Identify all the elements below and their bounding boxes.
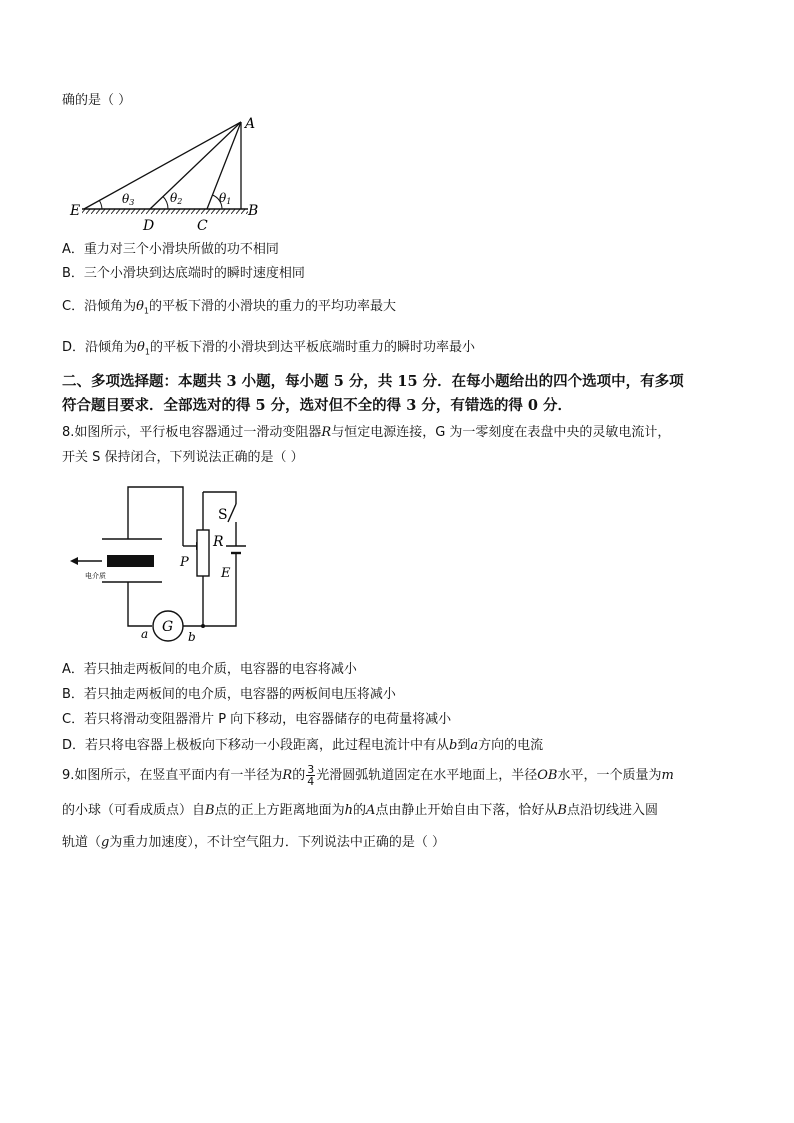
- wire-top-right: [203, 492, 236, 504]
- label-A: A: [245, 116, 256, 132]
- dielectric-label: 电介质: [85, 572, 106, 580]
- q7-option-d-sub: 1: [144, 347, 150, 357]
- q9-l3-pre: 轨道（: [62, 835, 102, 850]
- q9-l2-pre: 的小球（可看成质点）自: [62, 803, 206, 818]
- angle-arc-3: [99, 200, 102, 209]
- q7-option-a: A．重力对三个小滑块所做的功不相同: [62, 242, 279, 257]
- q8-option-d-b: b: [449, 738, 458, 753]
- q9-fraction: [306, 764, 315, 787]
- q8-stem-line2: 开关 S 保持闭合，下列说法正确的是（ ）: [62, 450, 304, 465]
- q9-l1-m: m: [661, 768, 674, 783]
- q8-option-b: B．若只抽走两板间的电介质，电容器的两板间电压将减小: [62, 687, 396, 702]
- q9-l2-B2: B: [557, 803, 567, 818]
- q9-line1: [62, 764, 674, 788]
- q7-stem-tail: 确的是（ ）: [62, 93, 132, 108]
- q9-l2-mid: 点的正上方距离地面为: [214, 803, 345, 818]
- q8-option-d-post: 方向的电流: [478, 738, 544, 753]
- switch-S: [228, 504, 236, 522]
- q8-option-c: C．若只将滑动变阻器滑片 P 向下移动，电容器储存的电荷量将减小: [62, 712, 452, 727]
- rheostat-label: R: [213, 534, 224, 550]
- q9-l2-of: 的: [352, 803, 366, 818]
- q9-l1-mid: 光滑圆弧轨道固定在水平地面上，半径: [316, 768, 538, 783]
- node-b-label: b: [188, 630, 196, 644]
- q9-line3: [62, 834, 445, 852]
- q8-stem-line1: [62, 424, 670, 442]
- angle-theta-2: θ2: [170, 191, 183, 206]
- q7-option-c-theta: θ: [136, 299, 144, 314]
- q8-stem-post: 与恒定电源连接，G 为一零刻度在表盘中央的灵敏电流计，: [331, 425, 671, 440]
- q9-frac-den: 4: [307, 775, 315, 788]
- q8-option-d-mid: 到: [457, 738, 471, 753]
- label-E: E: [70, 203, 81, 219]
- q9-l1-mid2: 水平，一个质量为: [557, 768, 662, 783]
- q8-option-d: [62, 737, 543, 755]
- q7-option-d-post: 的平板下滑的小滑块到达平板底端时重力的瞬时功率最小: [149, 340, 475, 355]
- dielectric-pull-arrow: [70, 557, 78, 565]
- q7-option-b: B．三个小滑块到达底端时的瞬时速度相同: [62, 266, 305, 281]
- angle-theta-3: θ3: [122, 192, 135, 207]
- angle-theta-1: θ1: [219, 191, 232, 206]
- q9-l3-post: 为重力加速度），不计空气阻力．下列说法中正确的是（ ）: [109, 835, 445, 850]
- battery-E-label: E: [221, 566, 231, 581]
- slider-P-label: P: [180, 555, 189, 570]
- q9-line2: [62, 802, 658, 820]
- q9-l1-of: 的: [292, 768, 306, 783]
- q9-l2-A: A: [365, 803, 376, 818]
- node-a-label: a: [141, 627, 149, 641]
- q7-option-c: [62, 298, 396, 321]
- q9-frac-num: 3: [307, 763, 315, 776]
- angle-arc-2: [163, 197, 168, 210]
- q7-incline-figure: [66, 112, 276, 234]
- q7-option-c-pre: C．沿倾角为: [62, 299, 137, 314]
- wire-upper-plate: [128, 487, 183, 546]
- galvanometer-label: G: [162, 619, 174, 635]
- wire-lower-plate: [128, 582, 152, 626]
- q7-option-d: [62, 339, 475, 362]
- q9-l2-B: B: [205, 803, 215, 818]
- rheostat-R: [197, 530, 209, 576]
- q7-option-d-theta: θ: [137, 340, 145, 355]
- q8-stem-R: R: [321, 425, 332, 440]
- label-D: D: [143, 218, 155, 234]
- q7-option-c-post: 的平板下滑的小滑块的重力的平均功率最大: [149, 299, 397, 314]
- label-C: C: [197, 218, 208, 234]
- q9-l1-OB: OB: [537, 768, 558, 783]
- q8-option-a: A．若只抽走两板间的电介质，电容器的电容将减小: [62, 662, 357, 677]
- q8-option-d-pre: D．若只将电容器上极板向下移动一小段距离，此过程电流计中有从: [62, 738, 450, 753]
- section2-heading-line1: 二、多项选择题：本题共 3 小题，每小题 5 分，共 15 分．在每小题给出的四个选项中，有多项: [62, 373, 684, 390]
- q9-l1-pre: 9.如图所示，在竖直平面内有一半径为: [62, 768, 283, 783]
- q8-circuit-figure: [66, 476, 250, 646]
- label-B: B: [248, 203, 259, 219]
- q9-l1-R: R: [282, 768, 293, 783]
- section2-heading-line2: 符合题目要求．全部选对的得 5 分，选对但不全的得 3 分，有错选的得 0 分．: [62, 397, 573, 414]
- ground-hatching: [82, 209, 248, 214]
- q8-option-d-a: a: [470, 738, 479, 753]
- q8-stem-pre: 8.如图所示，平行板电容器通过一滑动变阻器: [62, 425, 322, 440]
- dielectric-slab: [107, 555, 154, 567]
- q9-l3-g: g: [101, 835, 110, 850]
- q9-l2-post: 点沿切线进入圆: [566, 803, 658, 818]
- q9-l2-mid2: 点由静止开始自由下落，恰好从: [375, 803, 558, 818]
- q7-option-c-sub: 1: [143, 306, 149, 316]
- plane-AE: [84, 122, 241, 209]
- q9-l2-h: h: [344, 803, 353, 818]
- q7-option-d-pre: D．沿倾角为: [62, 340, 138, 355]
- switch-S-label: S: [218, 507, 228, 523]
